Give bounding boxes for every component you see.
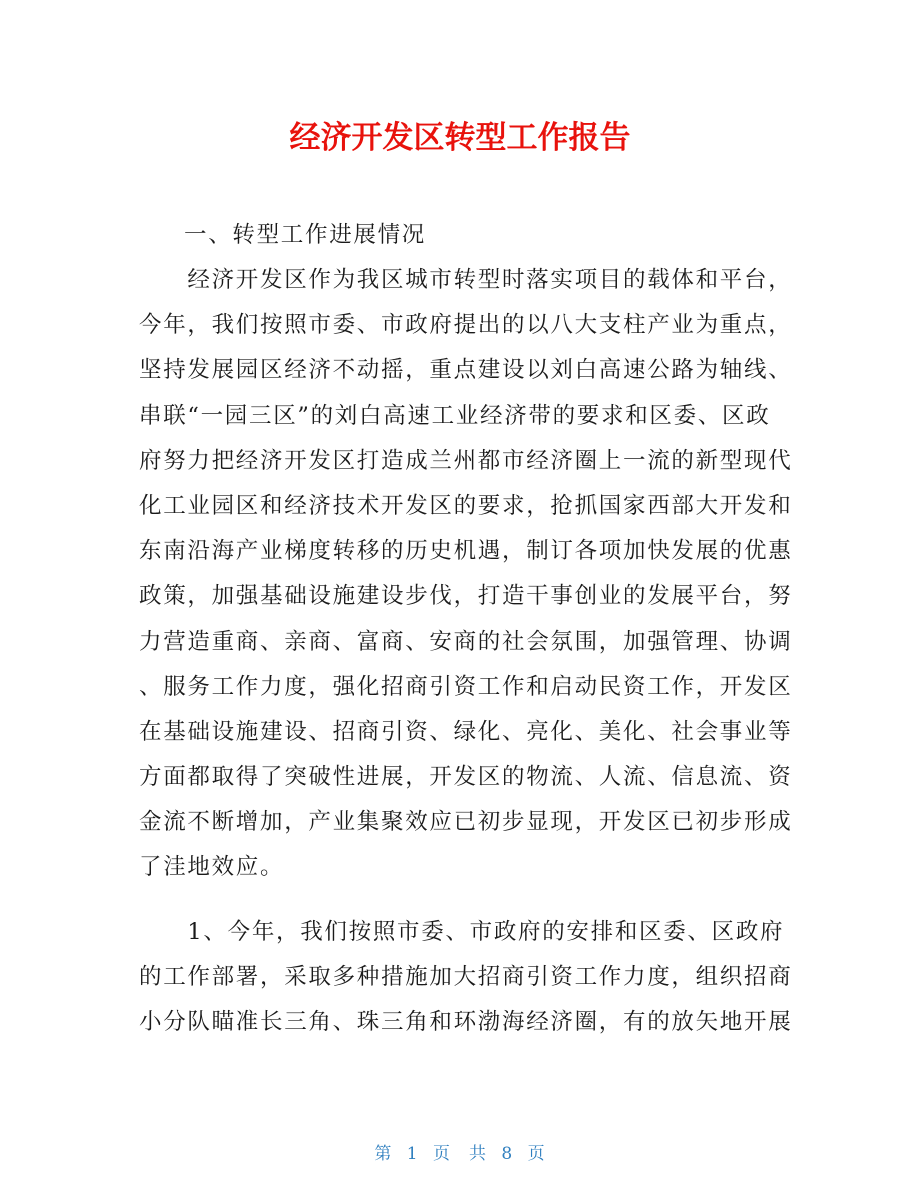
text-line: 今年，我们按照市委、市政府提出的以八大支柱产业为重点，	[139, 312, 793, 339]
section-heading: 一、转型工作进展情况	[184, 222, 427, 248]
paragraph-1	[139, 258, 793, 891]
text-line: 串联“一园三区”的刘白高速工业经济带的要求和区委、区政	[139, 402, 771, 429]
text-line: 了洼地效应。	[139, 854, 285, 881]
text-line: 的工作部署，采取多种措施加大招商引资工作力度，组织招商	[139, 964, 793, 991]
text-line: 方面都取得了突破性进展，开发区的物流、人流、信息流、资	[139, 764, 793, 791]
paragraph-2-text	[139, 910, 793, 1046]
text-line: 政策，加强基础设施建设步伐，打造干事创业的发展平台，努	[139, 583, 793, 610]
paragraph-2	[139, 910, 793, 1046]
text-line: 在基础设施建设、招商引资、绿化、亮化、美化、社会事业等	[139, 718, 793, 745]
footer-label-end: 页	[527, 1144, 546, 1164]
footer-current-page: 1	[406, 1144, 419, 1164]
footer-label-of: 页 共	[433, 1144, 487, 1164]
text-line: 经济开发区作为我区城市转型时落实项目的载体和平台，	[139, 267, 793, 293]
page-footer	[0, 1139, 920, 1164]
document-title: 经济开发区转型工作报告	[289, 120, 631, 156]
footer-total-pages: 8	[501, 1144, 514, 1164]
text-line: 力营造重商、亲商、富商、安商的社会氛围，加强管理、协调	[139, 628, 793, 655]
paragraph-1-text	[139, 258, 793, 891]
text-line: 1、今年，我们按照市委、市政府的安排和区委、区政府	[139, 919, 785, 945]
text-line: 金流不断增加，产业集聚效应已初步显现，开发区已初步形成	[139, 809, 793, 836]
text-line: 府努力把经济开发区打造成兰州都市经济圈上一流的新型现代	[139, 447, 793, 474]
text-line: 东南沿海产业梯度转移的历史机遇，制订各项加快发展的优惠	[139, 538, 793, 565]
text-line: 小分队瞄准长三角、珠三角和环渤海经济圈，有的放矢地开展	[139, 1009, 793, 1036]
footer-label-page: 第	[374, 1144, 393, 1164]
text-line: 、服务工作力度，强化招商引资工作和启动民资工作，开发区	[139, 673, 793, 700]
text-line: 坚持发展园区经济不动摇，重点建设以刘白高速公路为轴线、	[139, 357, 793, 384]
text-line: 化工业园区和经济技术开发区的要求，抢抓国家西部大开发和	[139, 492, 793, 519]
